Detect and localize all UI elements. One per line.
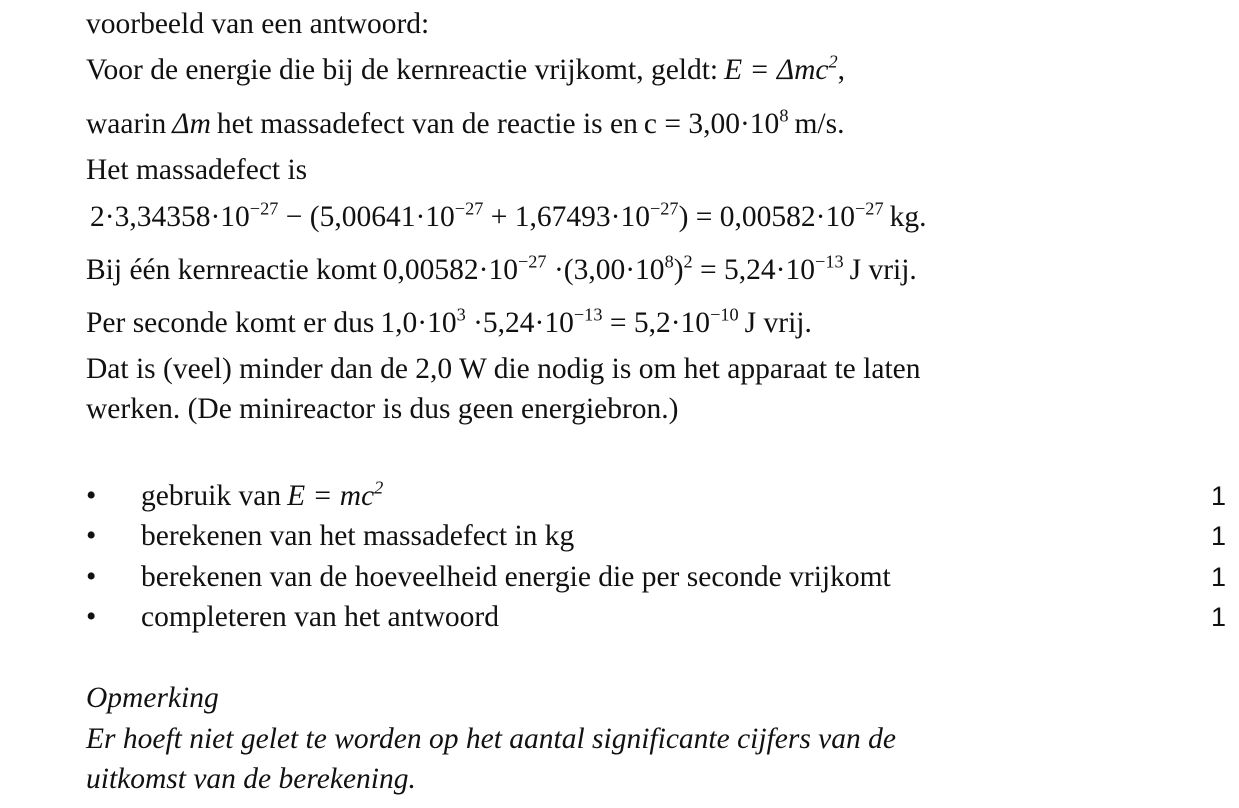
remark-line-2: uitkomst van de berekening. — [86, 763, 416, 795]
list-item: • completeren van het antwoord 1 — [86, 601, 1226, 633]
energy-formula-line: Voor de energie die bij de kernreactie vrijkomt, geldt: E = Δmc$^2$, — [86, 51, 846, 86]
energy-per-reaction-line: Bij één kernreactie komt $0,00582\cdot 10^{-27} \cdot(3,00\cdot 10^8)^2 = 5,24\cdot 10^{-13}$ J vrij. — [86, 251, 917, 286]
remark-line-1: Er hoeft niet gelet te worden op het aantal significante cijfers van de — [86, 723, 896, 755]
list-item: • berekenen van het massadefect in kg 1 — [86, 520, 1226, 552]
mass-defect-heading: Het massadefect is — [86, 154, 308, 186]
remark-title: Opmerking — [86, 682, 219, 714]
bullet-icon: • — [86, 480, 97, 512]
score-points: 1 — [1210, 602, 1226, 632]
conclusion-line-1: Dat is (veel) minder dan de 2,0 W die nodig is om het apparaat te laten — [86, 353, 921, 385]
score-points: 1 — [1210, 562, 1226, 592]
list-item: • gebruik van $E = mc^2$ 1 — [86, 477, 1226, 512]
bullet-icon: • — [86, 601, 97, 633]
answer-intro: voorbeeld van een antwoord: — [86, 8, 430, 40]
energy-per-second-line: Per seconde komt er dus $1,0\cdot 10^3 \cdot 5,24\cdot 10^{-13} = 5,2\cdot 10^{-10}$ J vrij. — [86, 304, 812, 339]
score-points: 1 — [1210, 481, 1226, 511]
bullet-icon: • — [86, 561, 97, 593]
mass-energy-formula: $E = mc^2$ — [287, 477, 384, 512]
delta-m-symbol: Δm — [172, 108, 211, 140]
conclusion-line-2: werken. (De minireactor is dus geen energiebron.) — [86, 393, 679, 425]
mass-defect-definition-line: waarin Δm het massadefect van de reactie is en $c = 3,00\cdot 10^8$ m/s. — [86, 105, 845, 140]
energy-formula-text: Voor de energie die bij de kernreactie vrijkomt, geldt: — [86, 54, 719, 86]
speed-of-light: $c = 3,00\cdot 10^8$ — [643, 105, 789, 140]
energy-formula: E = Δmc$^2$ — [724, 51, 838, 86]
list-item: • berekenen van de hoeveelheid energie die per seconde vrijkomt 1 — [86, 561, 1226, 593]
score-points: 1 — [1210, 521, 1226, 551]
bullet-icon: • — [86, 520, 97, 552]
mass-defect-calculation: $2\cdot 3,34358\cdot 10^{-27} - (5,00641\cdot 10^{-27} + 1,67493\cdot 10^{-27}) = 0,00582\cdot 10^{-27}$ kg. — [90, 198, 927, 233]
